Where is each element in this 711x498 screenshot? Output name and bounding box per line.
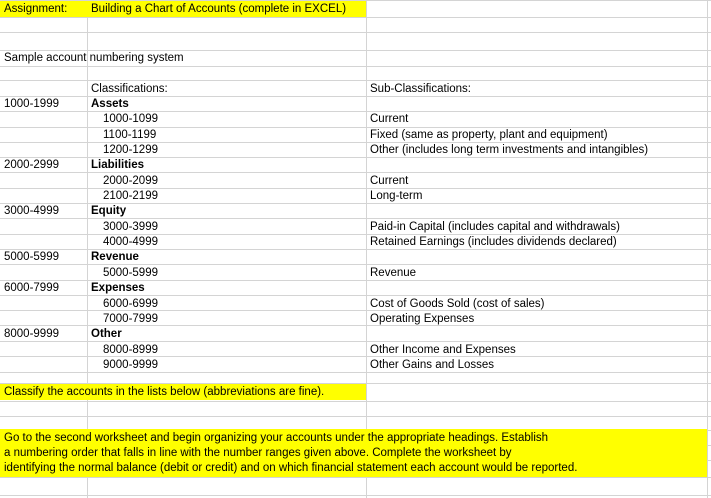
range-cell[interactable]: 3000-4999 [4, 205, 59, 217]
instruction-line[interactable]: Go to the second worksheet and begin organizing your accounts under the appropriate headings. Establish [4, 432, 549, 444]
account-code-range[interactable]: 8000-8999 [103, 344, 158, 356]
gridline-h [0, 80, 711, 81]
subclassification-desc[interactable]: Retained Earnings (includes dividends declared) [370, 236, 617, 248]
gridline-h [0, 416, 711, 417]
account-code-range[interactable]: 5000-5999 [103, 267, 158, 279]
classify-note[interactable]: Classify the accounts in the lists below (abbreviations are fine). [4, 386, 325, 398]
range-cell[interactable]: 8000-9999 [4, 328, 59, 340]
gridline-h [0, 477, 711, 478]
instruction-line[interactable]: identifying the normal balance (debit or credit) and on which financial statement each account would be reported. [4, 462, 578, 474]
account-code-range[interactable]: 2100-2199 [103, 190, 158, 202]
account-code-range[interactable]: 4000-4999 [103, 236, 158, 248]
classification-name[interactable]: Revenue [91, 251, 139, 263]
subclassification-desc[interactable]: Other Income and Expenses [370, 344, 516, 356]
subclassification-desc[interactable]: Long-term [370, 190, 423, 202]
gridline-h [0, 17, 711, 18]
account-code-range[interactable]: 1200-1299 [103, 144, 158, 156]
classification-name[interactable]: Liabilities [91, 159, 145, 171]
account-code-range[interactable]: 7000-7999 [103, 313, 158, 325]
assignment-label[interactable]: Assignment: [4, 3, 68, 15]
account-code-range[interactable]: 2000-2099 [103, 175, 158, 187]
account-code-range[interactable]: 1000-1099 [103, 113, 158, 125]
gridline-v [87, 0, 88, 498]
instruction-line[interactable]: a numbering order that falls in line with the number ranges given above. Complete the worksheet by [4, 447, 512, 459]
account-code-range[interactable]: 3000-3999 [103, 221, 158, 233]
subclassification-desc[interactable]: Fixed (same as property, plant and equipment) [370, 129, 608, 141]
classifications-header[interactable]: Classifications: [91, 83, 168, 95]
subclassification-desc[interactable]: Cost of Goods Sold (cost of sales) [370, 298, 545, 310]
assignment-title[interactable]: Building a Chart of Accounts (complete in EXCEL) [91, 3, 347, 15]
range-cell[interactable]: 2000-2999 [4, 159, 59, 171]
gridline-v [366, 0, 367, 498]
subclassification-desc[interactable]: Other (includes long term investments and intangibles) [370, 144, 649, 156]
subclassifications-header[interactable]: Sub-Classifications: [370, 83, 471, 95]
intro-text[interactable]: Sample account numbering system [4, 52, 184, 64]
account-code-range[interactable]: 6000-6999 [103, 298, 158, 310]
gridline-h [0, 495, 711, 496]
account-code-range[interactable]: 1100-1199 [103, 129, 157, 141]
subclassification-desc[interactable]: Revenue [370, 267, 417, 279]
account-code-range[interactable]: 9000-9999 [103, 359, 158, 371]
range-cell[interactable]: 1000-1999 [4, 98, 59, 110]
classification-name[interactable]: Other [91, 328, 122, 340]
classification-name[interactable]: Assets [91, 98, 129, 110]
gridline-v [707, 0, 708, 498]
subclassification-desc[interactable]: Current [370, 175, 409, 187]
range-cell[interactable]: 6000-7999 [4, 282, 59, 294]
subclassification-desc[interactable]: Operating Expenses [370, 313, 475, 325]
gridline-h [0, 66, 711, 67]
subclassification-desc[interactable]: Paid-in Capital (includes capital and withdrawals) [370, 221, 620, 233]
gridline-h [0, 32, 711, 33]
range-cell[interactable]: 5000-5999 [4, 251, 59, 263]
gridline-h [0, 401, 711, 402]
subclassification-desc[interactable]: Current [370, 113, 409, 125]
classification-name[interactable]: Equity [91, 205, 127, 217]
subclassification-desc[interactable]: Other Gains and Losses [370, 359, 495, 371]
classification-name[interactable]: Expenses [91, 282, 145, 294]
